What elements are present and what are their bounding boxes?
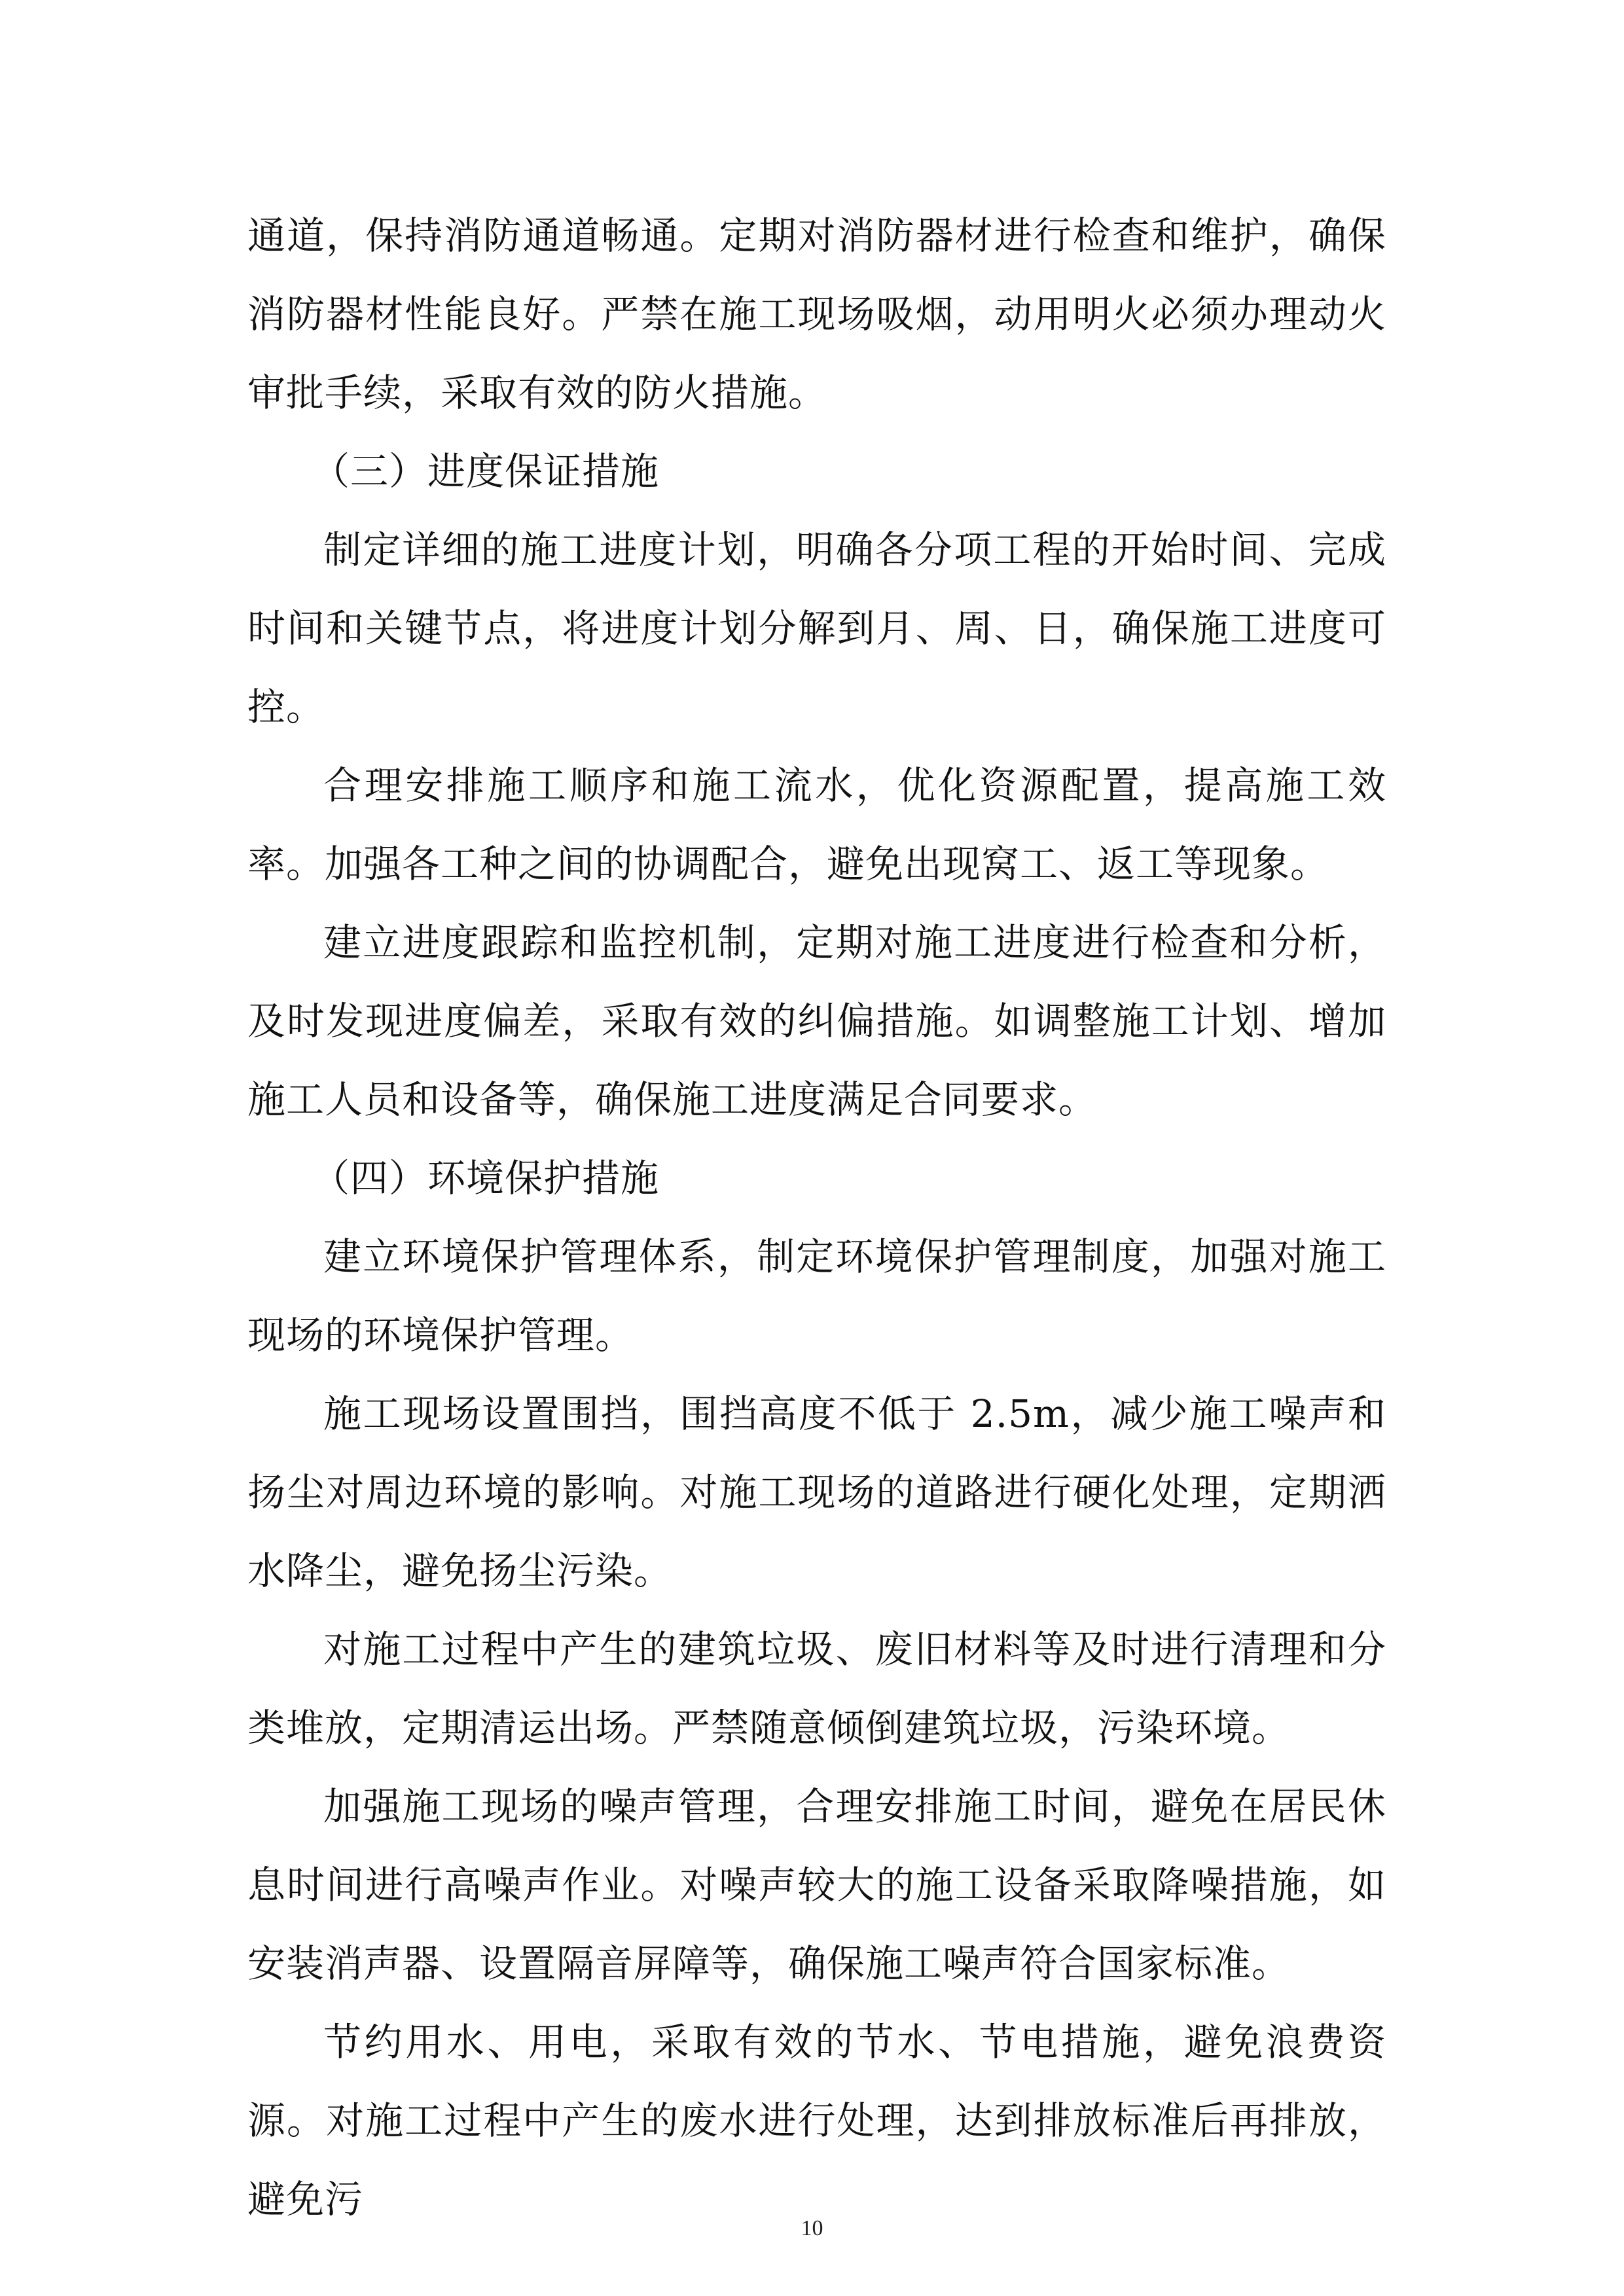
paragraph-fire-safety-continuation: 通道，保持消防通道畅通。定期对消防器材进行检查和维护，确保消防器材性能良好。严禁在施工现场吸烟，动用明火必须办理动火审批手续，采取有效的防火措施。 bbox=[247, 213, 1386, 415]
paragraph-construction-sequence: 合理安排施工顺序和施工流水，优化资源配置，提高施工效率。加强各工种之间的协调配合，避免出现窝工、返工等现象。 bbox=[247, 763, 1386, 886]
section-heading-schedule-assurance: （三）进度保证措施 bbox=[312, 449, 660, 493]
paragraph-schedule-plan: 制定详细的施工进度计划，明确各分项工程的开始时间、完成时间和关键节点，将进度计划分解到月、周、日，确保施工进度可控。 bbox=[247, 528, 1386, 729]
document-body bbox=[247, 196, 1386, 2238]
page-number: 10 bbox=[801, 2216, 823, 2240]
paragraph-progress-monitoring: 建立进度跟踪和监控机制，定期对施工进度进行检查和分析，及时发现进度偏差，采取有效的纠偏措施。如调整施工计划、增加施工人员和设备等，确保施工进度满足合同要求。 bbox=[247, 920, 1386, 1122]
paragraph-resource-saving: 节约用水、用电，采取有效的节水、节电措施，避免浪费资源。对施工过程中产生的废水进行处理，达到排放标准后再排放，避免污 bbox=[247, 2020, 1386, 2221]
paragraph-noise-management: 加强施工现场的噪声管理，合理安排施工时间，避免在居民休息时间进行高噪声作业。对噪声较大的施工设备采取降噪措施，如安装消声器、设置隔音屏障等，确保施工噪声符合国家标准。 bbox=[247, 1784, 1386, 1986]
paragraph-site-enclosure: 施工现场设置围挡，围挡高度不低于 2.5m，减少施工噪声和扬尘对周边环境的影响。对施工现场的道路进行硬化处理，定期洒水降尘，避免扬尘污染。 bbox=[247, 1391, 1386, 1593]
paragraph-construction-waste: 对施工过程中产生的建筑垃圾、废旧材料等及时进行清理和分类堆放，定期清运出场。严禁随意倾倒建筑垃圾，污染环境。 bbox=[247, 1627, 1386, 1750]
section-heading-environmental-protection: （四）环境保护措施 bbox=[312, 1156, 660, 1200]
paragraph-environment-management-system: 建立环境保护管理体系，制定环境保护管理制度，加强对施工现场的环境保护管理。 bbox=[247, 1234, 1386, 1357]
